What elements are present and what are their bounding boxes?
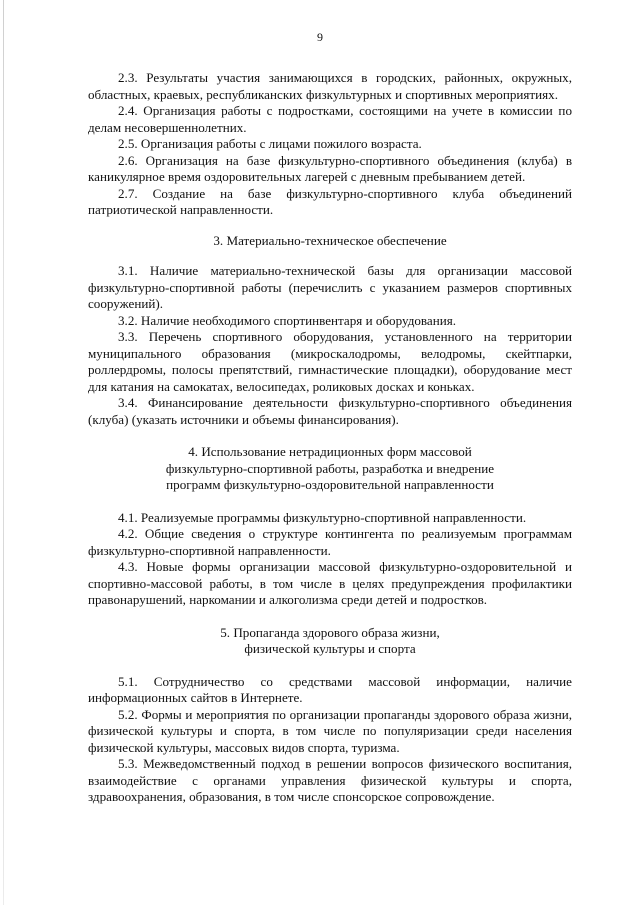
item-2-5: 2.5. Организация работы с лицами пожилого возраста. [118, 136, 422, 151]
section-5-heading-line: физической культуры и спорта [244, 641, 416, 656]
item-3-4: 3.4. Финансирование деятельности физкультурно-спортивного объединения (клуба) (указать источники и объемы финансирования). [88, 395, 572, 427]
item-5-1: 5.1. Сотрудничество со средствами массовой информации, наличие информационных сайтов в Интернете. [88, 673, 572, 705]
page-number: 9 [317, 30, 323, 44]
section-4-heading [88, 444, 572, 494]
item-4-3: 4.3. Новые формы организации массовой физкультурно-оздоровительной и спортивно-массовой работы, в том числе в целях предупреждения профилактики правонарушений, наркомании и алкоголизма среди детей и подростков. [88, 559, 572, 607]
item-2-6: 2.6. Организация на базе физкультурно-спортивного объединения (клуба) в каникулярное время оздоровительных лагерей с дневным пребыванием детей. [88, 152, 572, 184]
section-3 [88, 233, 572, 429]
item-3-1: 3.1. Наличие материально-технической базы для организации массовой физкультурно-спортивной работы (перечислить с указанием размеров спортивных сооружений). [88, 263, 572, 311]
item-4-2: 4.2. Общие сведения о структуре контингента по реализуемым программам физкультурно-спортивной направленности. [88, 526, 572, 558]
document-body [88, 70, 572, 806]
item-5-2: 5.2. Формы и мероприятия по организации пропаганды здорового образа жизни, физической культуры и спорта, в том числе по популяризации среди населения физической культуры, массовых видов спорта, туризма. [88, 706, 572, 755]
section-5-heading-line: 5. Пропаганда здорового образа жизни, [220, 624, 440, 640]
item-5-3: 5.3. Межведомственный подход в решении вопросов физического воспитания, взаимодействие с органами управления физической культуры и спорта, здравоохранения, образования, в том числе спонсорское сопровождение. [88, 756, 572, 804]
item-4-1: 4.1. Реализуемые программы физкультурно-спортивной направленности. [118, 509, 527, 525]
section-2-continuation [88, 70, 572, 219]
scan-edge-line [3, 0, 4, 905]
item-2-4: 2.4. Организация работы с подростками, состоящими на учете в комиссии по делам несовершеннолетних. [88, 103, 572, 135]
section-5-heading [88, 625, 572, 658]
item-3-3: 3.3. Перечень спортивного оборудования, установленного на территории муниципального образования (микроскалодромы, велодромы, скейтпарки, роллердромы, полосы препятствий, гимнастические площадки), оборудование мест для катания на самокатах, велосипедах, роликовых досках и коньках. [88, 329, 572, 394]
section-4-heading-line: 4. Использование нетрадиционных форм массовой [188, 444, 472, 459]
section-4-heading-line: программ физкультурно-оздоровительной направленности [166, 477, 494, 492]
item-2-3: 2.3. Результаты участия занимающихся в городских, районных, окружных, областных, краевых, республиканских физкультурных и спортивных мероприятиях. [88, 70, 572, 102]
item-2-7: 2.7. Создание на базе физкультурно-спортивного клуба объединений патриотической направленности. [88, 185, 572, 217]
section-3-heading: 3. Материально-техническое обеспечение [213, 232, 447, 248]
section-5 [88, 625, 572, 806]
item-3-2: 3.2. Наличие необходимого спортинвентаря и оборудования. [118, 312, 457, 328]
section-4-heading-line: физкультурно-спортивной работы, разработка и внедрение [165, 460, 495, 476]
section-4 [88, 444, 572, 609]
